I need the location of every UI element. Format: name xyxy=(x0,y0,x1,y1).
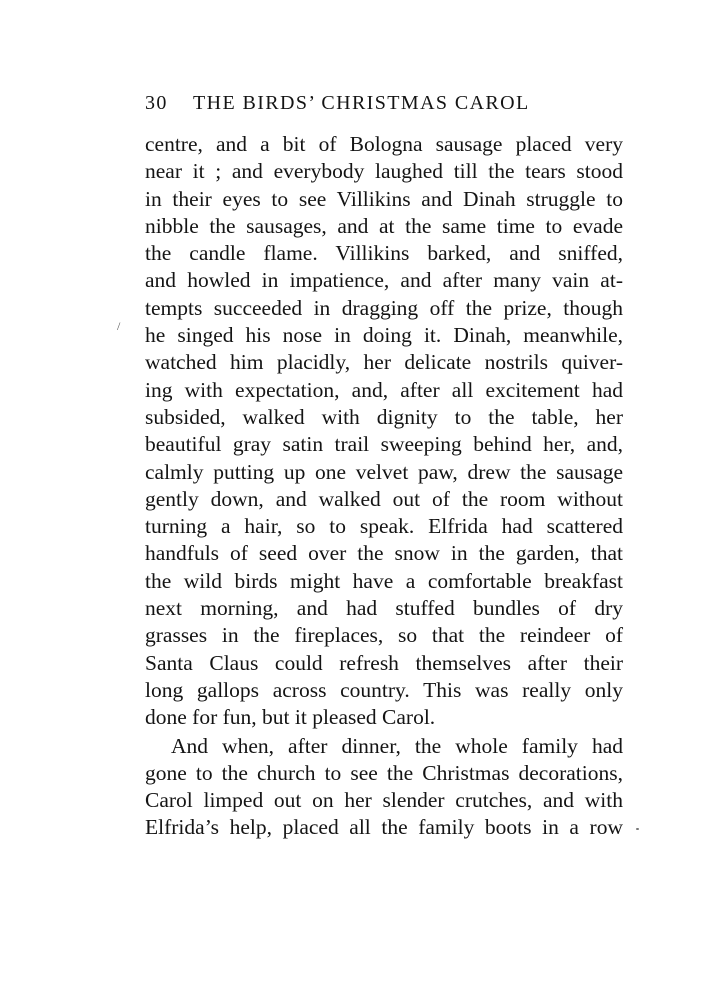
text-line: subsided, walked with dignity to the table, her xyxy=(145,404,623,429)
text-line: watched him placidly, her delicate nostrils quiver- xyxy=(145,350,623,375)
text-line: and howled in impatience, and after many vain at- xyxy=(145,268,623,293)
text-line: Elfrida’s help, placed all the family boots in a row xyxy=(145,815,623,840)
text-line: beautiful gray satin trail sweeping behind her, and, xyxy=(145,432,623,457)
text-line: the wild birds might have a comfortable breakfast xyxy=(145,568,623,593)
text-line: centre, and a bit of Bologna sausage placed very xyxy=(145,132,623,156)
text-line: grasses in the fireplaces, so that the reindeer of xyxy=(145,623,623,648)
text-line: tempts succeeded in dragging off the prize, though xyxy=(145,295,623,320)
running-title: THE BIRDS’ CHRISTMAS CAROL xyxy=(193,92,530,114)
text-line: done for fun, but it pleased Carol. xyxy=(145,705,436,730)
margin-tick-mark: / xyxy=(117,319,121,333)
text-line: gone to the church to see the Christmas decorations, xyxy=(145,760,623,785)
text-line: in their eyes to see Villikins and Dinah struggle to xyxy=(145,186,623,211)
page-number: 30 xyxy=(145,92,168,114)
running-head xyxy=(145,92,565,122)
text-line: handfuls of seed over the snow in the garden, that xyxy=(145,541,623,566)
text-line: gently down, and walked out of the room without xyxy=(145,486,623,511)
paragraph-1 xyxy=(145,131,623,732)
text-line: turning a hair, so to speak. Elfrida had scattered xyxy=(145,514,623,539)
margin-dot xyxy=(636,828,639,830)
text-line: long gallops across country. This was really only xyxy=(145,677,623,702)
text-line: calmly putting up one velvet paw, drew the sausage xyxy=(145,459,623,484)
text-line: And when, after dinner, the whole family had xyxy=(171,733,623,758)
text-line: near it ; and everybody laughed till the tears stood xyxy=(145,159,623,184)
text-line: the candle flame. Villikins barked, and sniffed, xyxy=(145,241,623,266)
text-line: Santa Claus could refresh themselves after their xyxy=(145,650,623,675)
text-line: next morning, and had stuffed bundles of dry xyxy=(145,596,623,621)
text-line: ing with expectation, and, after all excitement had xyxy=(145,377,623,402)
text-line: he singed his nose in doing it. Dinah, meanwhile, xyxy=(145,323,623,348)
text-line: nibble the sausages, and at the same time to evade xyxy=(145,213,623,238)
paragraph-2 xyxy=(145,733,623,842)
text-line: Carol limped out on her slender crutches, and with xyxy=(145,788,623,813)
body-text xyxy=(145,131,623,842)
